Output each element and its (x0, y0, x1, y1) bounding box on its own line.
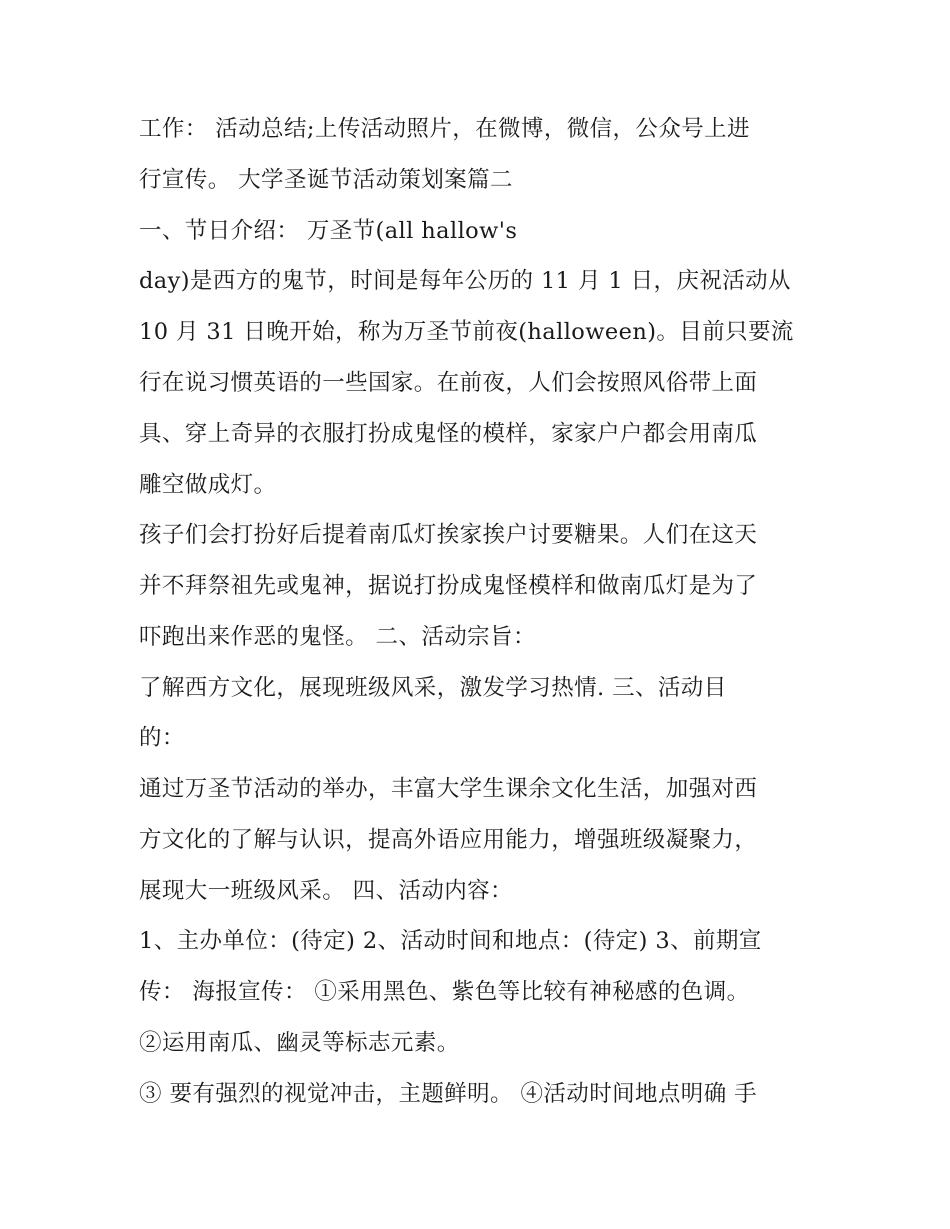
text-line: 通过万圣节活动的举办，丰富大学生课余文化生活，加强对西 (139, 776, 758, 802)
text-line: 行宣传。 大学圣诞节活动策划案篇二 (139, 167, 513, 193)
text-line: 1、主办单位：(待定) 2、活动时间和地点：(待定) 3、前期宣 (139, 928, 762, 954)
text-line: 传： 海报宣传： ①采用黑色、紫色等比较有神秘感的色调。 (139, 979, 750, 1005)
text-line: 孩子们会打扮好后提着南瓜灯挨家挨户讨要糖果。人们在这天 (139, 522, 758, 548)
text-line: 展现大一班级风采。 四、活动内容： (139, 878, 513, 904)
text-line: 10 月 31 日晚开始，称为万圣节前夜(halloween)。目前只要流 (139, 319, 794, 345)
text-line: ②运用南瓜、幽灵等标志元素。 (139, 1030, 460, 1056)
text-line: 行在说习惯英语的一些国家。在前夜，人们会按照风俗带上面 (139, 370, 758, 396)
text-line: 雕空做成灯。 (139, 472, 277, 498)
text-line: 工作： 活动总结;上传活动照片，在微博，微信，公众号上进 (139, 116, 750, 142)
text-line: 的： (139, 725, 185, 751)
text-line: 了解西方文化，展现班级风采，激发学习热情. 三、活动目 (139, 675, 727, 701)
text-line: 并不拜祭祖先或鬼神，据说打扮成鬼怪模样和做南瓜灯是为了 (139, 573, 758, 599)
text-line: 一、节日介绍： 万圣节(all hallow's (139, 218, 518, 244)
text-line: 吓跑出来作恶的鬼怪。 二、活动宗旨： (139, 624, 536, 650)
text-line: ③ 要有强烈的视觉冲击，主题鲜明。 ④活动时间地点明确 手 (139, 1081, 758, 1107)
text-line: 具、穿上奇异的衣服打扮成鬼怪的模样，家家户户都会用南瓜 (139, 421, 758, 447)
text-line: day)是西方的鬼节，时间是每年公历的 11 月 1 日，庆祝活动从 (139, 268, 791, 294)
text-line: 方文化的了解与认识，提高外语应用能力，增强班级凝聚力， (139, 827, 758, 853)
